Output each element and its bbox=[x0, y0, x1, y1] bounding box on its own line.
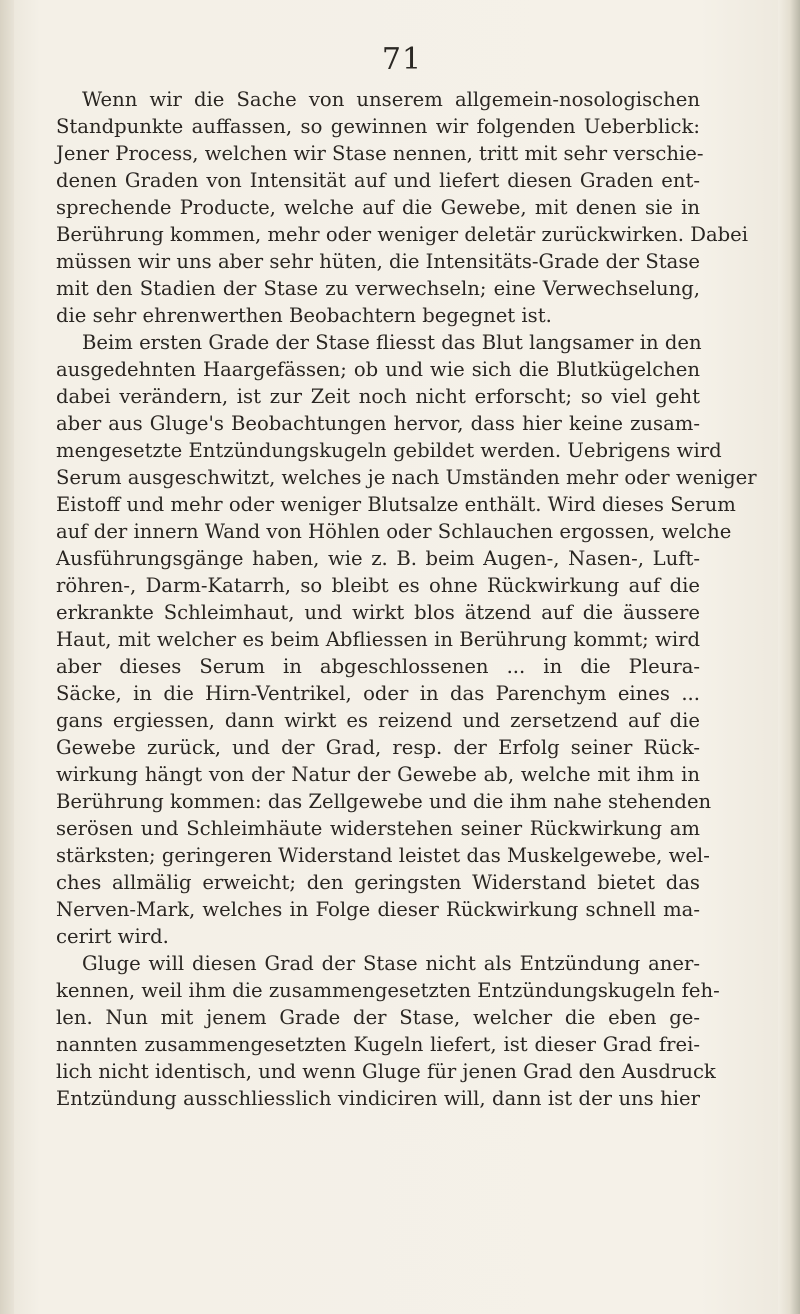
text-line: Serum ausgeschwitzt, welches je nach Umständen mehr oder weniger bbox=[56, 466, 757, 489]
text-line: mengesetzte Entzündungskugeln gebildet werden. Uebrigens wird bbox=[56, 439, 722, 462]
text-line: röhren-, Darm-Katarrh, so bleibt es ohne Rückwirkung auf die bbox=[56, 574, 700, 597]
page-number: 71 bbox=[381, 42, 423, 77]
text-line: dabei verändern, ist zur Zeit noch nicht erforscht; so viel geht bbox=[56, 385, 700, 408]
text-line: denen Graden von Intensität auf und liefert diesen Graden ent- bbox=[56, 169, 700, 192]
text-line: nannten zusammengesetzten Kugeln liefert, ist dieser Grad frei- bbox=[56, 1033, 700, 1056]
text-line: Gluge will diesen Grad der Stase nicht als Entzündung aner- bbox=[82, 952, 700, 975]
text-line: sprechende Producte, welche auf die Gewebe, mit denen sie in bbox=[56, 196, 700, 219]
text-line: kennen, weil ihm die zusammengesetzten Entzündungskugeln feh- bbox=[56, 979, 720, 1002]
page-edge-right bbox=[778, 0, 800, 1314]
text-line: aber dieses Serum in abgeschlossenen ... in die Pleura- bbox=[56, 655, 700, 678]
text-line: mit den Stadien der Stase zu verwechseln; eine Verwechselung, bbox=[56, 277, 700, 300]
text-line: ches allmälig erweicht; den geringsten Widerstand bietet das bbox=[56, 871, 700, 894]
text-line: serösen und Schleimhäute widerstehen seiner Rückwirkung am bbox=[56, 817, 700, 840]
text-line: Eistoff und mehr oder weniger Blutsalze enthält. Wird dieses Serum bbox=[56, 493, 736, 516]
text-line: auf der innern Wand von Höhlen oder Schlauchen ergossen, welche bbox=[56, 520, 732, 543]
text-line: die sehr ehrenwerthen Beobachtern begegnet ist. bbox=[56, 304, 552, 327]
text-line: aber aus Gluge's Beobachtungen hervor, dass hier keine zusam- bbox=[56, 412, 700, 435]
text-line: wirkung hängt von der Natur der Gewebe ab, welche mit ihm in bbox=[56, 763, 700, 786]
text-line: len. Nun mit jenem Grade der Stase, welcher die eben ge- bbox=[56, 1006, 700, 1029]
text-line: erkrankte Schleimhaut, und wirkt blos ätzend auf die äussere bbox=[56, 601, 700, 624]
text-line: Entzündung ausschliesslich vindiciren will, dann ist der uns hier bbox=[56, 1087, 700, 1110]
text-line: stärksten; geringeren Widerstand leistet das Muskelgewebe, wel- bbox=[56, 844, 710, 867]
text-line: gans ergiessen, dann wirkt es reizend und zersetzend auf die bbox=[56, 709, 700, 732]
text-line: Wenn wir die Sache von unserem allgemein-nosologischen bbox=[82, 88, 700, 111]
text-line: Standpunkte auffassen, so gewinnen wir folgenden Ueberblick: bbox=[56, 115, 700, 138]
text-line: Berührung kommen: das Zellgewebe und die ihm nahe stehenden bbox=[56, 790, 712, 813]
text-line: Ausführungsgänge haben, wie z. B. beim Augen-, Nasen-, Luft- bbox=[56, 547, 700, 570]
text-line: Gewebe zurück, und der Grad, resp. der Erfolg seiner Rück- bbox=[56, 736, 700, 759]
body-text bbox=[56, 86, 757, 1112]
text-line: Jener Process, welchen wir Stase nennen, tritt mit sehr verschie- bbox=[56, 142, 704, 165]
text-line: Nerven-Mark, welches in Folge dieser Rückwirkung schnell ma- bbox=[56, 898, 700, 921]
text-line: cerirt wird. bbox=[56, 925, 169, 948]
text-line: ausgedehnten Haargefässen; ob und wie sich die Blutkügelchen bbox=[56, 358, 700, 381]
text-line: Beim ersten Grade der Stase fliesst das Blut langsamer in den bbox=[82, 331, 702, 354]
text-line: lich nicht identisch, und wenn Gluge für jenen Grad den Ausdruck bbox=[56, 1060, 716, 1083]
text-line: Haut, mit welcher es beim Abfliessen in Berührung kommt; wird bbox=[56, 628, 700, 651]
text-line: Säcke, in die Hirn-Ventrikel, oder in das Parenchym eines ... bbox=[56, 682, 700, 705]
text-line: müssen wir uns aber sehr hüten, die Intensitäts-Grade der Stase bbox=[56, 250, 700, 273]
page-gutter-left bbox=[0, 0, 14, 1314]
text-line: Berührung kommen, mehr oder weniger deletär zurückwirken. Dabei bbox=[56, 223, 749, 246]
